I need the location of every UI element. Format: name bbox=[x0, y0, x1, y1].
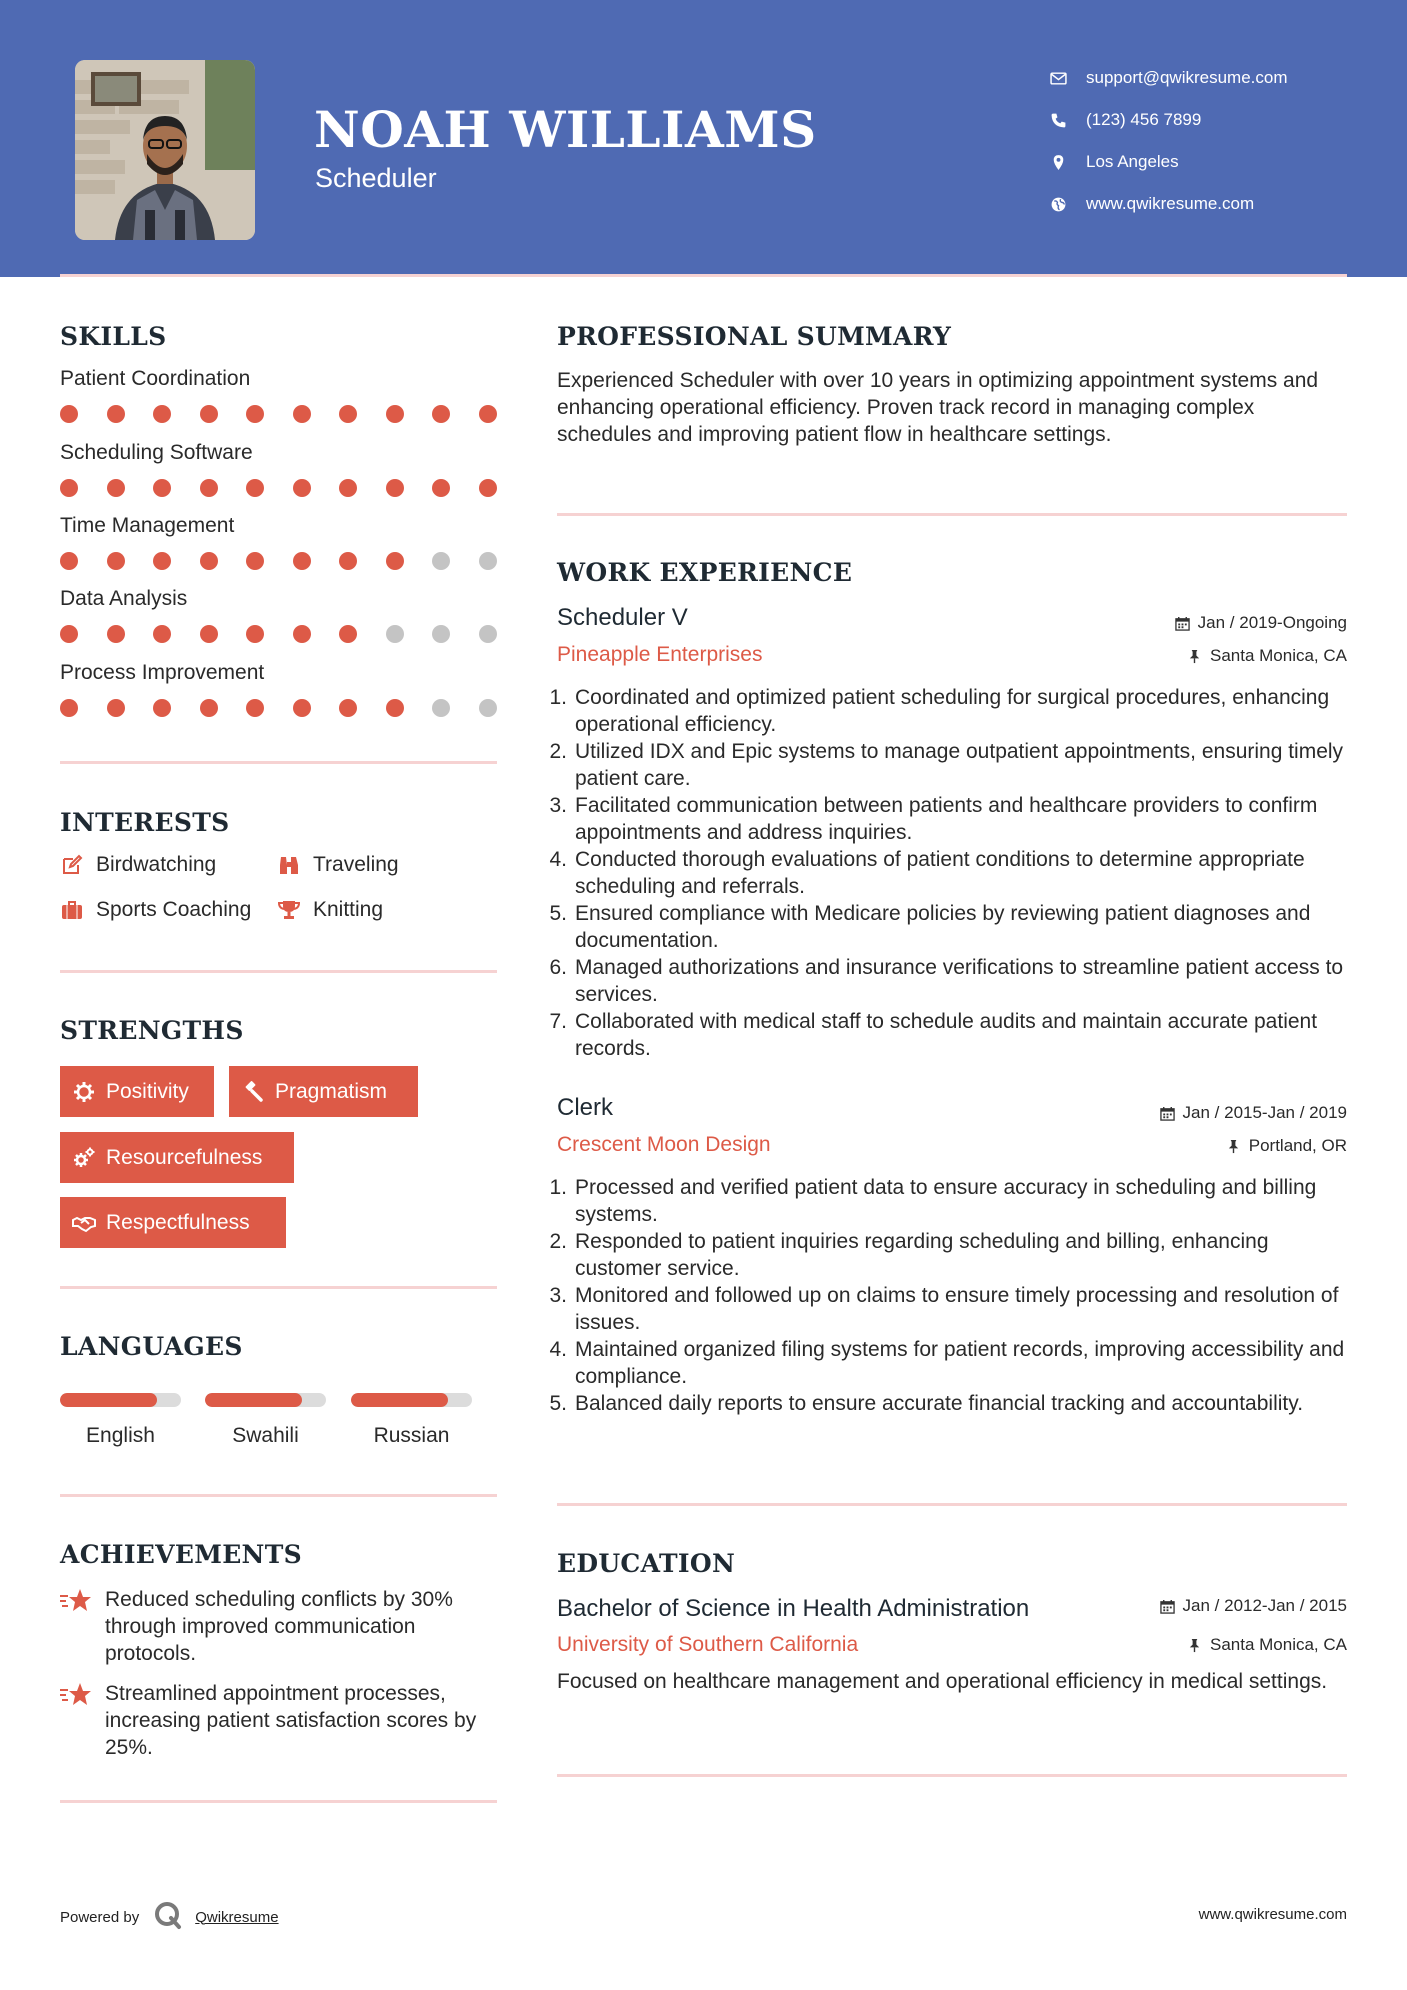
section-divider bbox=[60, 1800, 497, 1803]
gears-icon bbox=[72, 1146, 96, 1170]
skill-rating bbox=[60, 552, 500, 570]
achievement-item bbox=[60, 1586, 500, 1667]
job-duty-item bbox=[549, 1008, 1357, 1062]
star-icon bbox=[60, 1680, 105, 1761]
duty-text: Coordinated and optimized patient scheduling for surgical procedures, enhancing operational efficiency. bbox=[575, 686, 1330, 736]
duty-text: Utilized IDX and Epic systems to manage outpatient appointments, ensuring timely patient care. bbox=[575, 740, 1344, 790]
skill-dot bbox=[60, 479, 78, 497]
interest-item bbox=[60, 853, 216, 877]
duty-text: Processed and verified patient data to ensure accuracy in scheduling and billing systems. bbox=[575, 1176, 1317, 1226]
language-level-fill bbox=[351, 1393, 448, 1407]
duty-number: 2. bbox=[549, 1230, 567, 1253]
globe-icon bbox=[1050, 196, 1086, 213]
calendar-icon bbox=[1175, 616, 1190, 631]
duty-number: 5. bbox=[549, 902, 567, 925]
trophy-icon bbox=[277, 898, 313, 922]
contact-location-text: Los Angeles bbox=[1086, 152, 1179, 171]
profile-photo-image bbox=[75, 60, 255, 240]
duty-text: Collaborated with medical staff to schedule audits and maintain accurate patient records. bbox=[575, 1010, 1318, 1060]
duty-number: 1. bbox=[549, 1176, 567, 1199]
achievement-text: Streamlined appointment processes, increasing patient satisfaction scores by 25%. bbox=[105, 1682, 477, 1759]
education-dates bbox=[1160, 1596, 1347, 1616]
skill-dot bbox=[432, 552, 450, 570]
job-location bbox=[1226, 1136, 1347, 1156]
skill-dot bbox=[293, 552, 311, 570]
skill-dot bbox=[107, 625, 125, 643]
language-name: Swahili bbox=[232, 1424, 299, 1447]
skills-title: SKILLS bbox=[60, 322, 167, 351]
resume-header bbox=[0, 0, 1407, 277]
strength-label: Respectfulness bbox=[106, 1210, 250, 1234]
section-divider bbox=[557, 1774, 1347, 1777]
skill-label: Patient Coordination bbox=[60, 367, 251, 390]
job-dates-text: Jan / 2019-Ongoing bbox=[1197, 613, 1347, 632]
achievement-text: Reduced scheduling conflicts by 30% through improved communication protocols. bbox=[105, 1588, 453, 1665]
skill-dot bbox=[200, 625, 218, 643]
pushpin-icon bbox=[1187, 1638, 1202, 1653]
skill-dot bbox=[60, 625, 78, 643]
duty-text: Maintained organized filing systems for patient records, improving accessibility and compliance. bbox=[575, 1338, 1345, 1388]
skill-dot bbox=[246, 479, 264, 497]
edit-icon bbox=[60, 853, 96, 877]
profile-photo bbox=[75, 60, 255, 240]
skill-rating bbox=[60, 699, 500, 717]
map-pin-icon bbox=[1050, 154, 1086, 171]
contact-location bbox=[1050, 141, 1288, 183]
skill-dot bbox=[479, 552, 497, 570]
contact-website[interactable] bbox=[1050, 183, 1288, 225]
interest-label: Knitting bbox=[313, 898, 384, 921]
summary-text: Experienced Scheduler with over 10 years in optimizing appointment systems and enhancing operational efficiency. Proven track record in managing complex schedules and improving patient flow in healthcare settings. bbox=[557, 369, 1319, 446]
duty-text: Ensured compliance with Medicare policies by reviewing patient diagnoses and documentation. bbox=[575, 902, 1311, 952]
job-duty-item bbox=[549, 846, 1357, 900]
skill-dot bbox=[479, 625, 497, 643]
job-duty-item bbox=[549, 1282, 1357, 1336]
gear-icon bbox=[72, 1080, 96, 1104]
job-duty-item bbox=[549, 792, 1357, 846]
contact-list bbox=[1050, 57, 1288, 225]
star-icon bbox=[60, 1586, 105, 1667]
section-divider bbox=[60, 970, 497, 973]
header-divider bbox=[60, 274, 1347, 277]
calendar-icon bbox=[1160, 1106, 1175, 1121]
duty-number: 2. bbox=[549, 740, 567, 763]
briefcase-icon bbox=[60, 898, 96, 922]
duty-number: 3. bbox=[549, 1284, 567, 1307]
job-duty-item bbox=[549, 1228, 1357, 1282]
duty-number: 5. bbox=[549, 1392, 567, 1415]
achievements-title: ACHIEVEMENTS bbox=[60, 1540, 302, 1569]
skill-rating bbox=[60, 625, 500, 643]
strengths-title: STRENGTHS bbox=[60, 1016, 244, 1045]
duty-number: 4. bbox=[549, 848, 567, 871]
skill-label: Data Analysis bbox=[60, 587, 188, 610]
interests-title: INTERESTS bbox=[60, 808, 230, 837]
job-duty-item bbox=[549, 1336, 1357, 1390]
duty-number: 1. bbox=[549, 686, 567, 709]
strength-tag bbox=[60, 1132, 294, 1183]
skill-dot bbox=[246, 405, 264, 423]
strength-tag bbox=[60, 1066, 214, 1117]
interest-item bbox=[277, 853, 399, 877]
skill-dot bbox=[293, 405, 311, 423]
job-title: Scheduler V bbox=[557, 604, 688, 631]
duty-number: 7. bbox=[549, 1010, 567, 1033]
language-level-bar bbox=[205, 1393, 326, 1407]
skill-dot bbox=[293, 479, 311, 497]
job-duty-item bbox=[549, 684, 1357, 738]
job-dates bbox=[1175, 613, 1347, 633]
skill-dot bbox=[60, 699, 78, 717]
language-level-bar bbox=[60, 1393, 181, 1407]
job-duty-item bbox=[549, 1174, 1357, 1228]
candidate-role: Scheduler bbox=[315, 163, 437, 193]
skill-label: Process Improvement bbox=[60, 661, 265, 684]
strength-tag bbox=[229, 1066, 418, 1117]
achievement-item bbox=[60, 1680, 500, 1761]
skill-dot bbox=[293, 699, 311, 717]
duty-number: 6. bbox=[549, 956, 567, 979]
duty-text: Conducted thorough evaluations of patient conditions to determine appropriate scheduling and referrals. bbox=[575, 848, 1305, 898]
skill-dot bbox=[153, 552, 171, 570]
duty-text: Balanced daily reports to ensure accurate financial tracking and accountability. bbox=[575, 1392, 1304, 1415]
education-dates-text: Jan / 2012-Jan / 2015 bbox=[1182, 1596, 1347, 1615]
handshake-icon bbox=[72, 1211, 96, 1235]
skill-dot bbox=[293, 625, 311, 643]
skill-dot bbox=[432, 479, 450, 497]
duty-number: 4. bbox=[549, 1338, 567, 1361]
education-location bbox=[1187, 1635, 1347, 1655]
skill-dot bbox=[386, 479, 404, 497]
job-location bbox=[1187, 646, 1347, 666]
language-level-bar bbox=[351, 1393, 472, 1407]
interest-item bbox=[277, 898, 383, 922]
contact-email[interactable] bbox=[1050, 57, 1288, 99]
skill-dot bbox=[339, 479, 357, 497]
language-name: Russian bbox=[373, 1424, 450, 1447]
language-level-fill bbox=[60, 1393, 157, 1407]
qwikresume-logo-icon bbox=[153, 1900, 183, 1934]
strength-tag bbox=[60, 1197, 286, 1248]
gavel-icon bbox=[241, 1080, 265, 1104]
duty-number: 3. bbox=[549, 794, 567, 817]
skill-dot bbox=[386, 405, 404, 423]
education-description: Focused on healthcare management and operational efficiency in medical settings. bbox=[557, 1670, 1328, 1693]
job-duty-item bbox=[549, 900, 1357, 954]
contact-phone-text: (123) 456 7899 bbox=[1086, 110, 1202, 129]
skill-dot bbox=[386, 699, 404, 717]
contact-website-text: www.qwikresume.com bbox=[1086, 194, 1255, 213]
interest-label: Traveling bbox=[313, 853, 399, 876]
job-dates-text: Jan / 2015-Jan / 2019 bbox=[1182, 1103, 1347, 1122]
candidate-name: NOAH WILLIAMS bbox=[314, 100, 817, 159]
experience-title: WORK EXPERIENCE bbox=[557, 558, 853, 587]
strength-label: Resourcefulness bbox=[106, 1145, 263, 1169]
interest-label: Sports Coaching bbox=[96, 898, 252, 921]
contact-email-text: support@qwikresume.com bbox=[1086, 68, 1288, 87]
section-divider bbox=[557, 513, 1347, 516]
job-dates bbox=[1160, 1103, 1347, 1123]
skill-dot bbox=[153, 625, 171, 643]
interest-label: Birdwatching bbox=[96, 853, 217, 876]
skill-dot bbox=[339, 699, 357, 717]
skill-dot bbox=[246, 699, 264, 717]
skill-dot bbox=[432, 699, 450, 717]
job-location-text: Portland, OR bbox=[1248, 1136, 1347, 1155]
job-duties bbox=[549, 684, 1357, 1062]
job-title: Clerk bbox=[557, 1094, 614, 1121]
skill-dot bbox=[60, 405, 78, 423]
duty-text: Facilitated communication between patients and healthcare providers to confirm appointments and address inquiries. bbox=[575, 794, 1318, 844]
skill-dot bbox=[339, 405, 357, 423]
section-divider bbox=[557, 1503, 1347, 1506]
school-name: University of Southern California bbox=[557, 1633, 859, 1656]
phone-icon bbox=[1050, 112, 1086, 129]
job-duty-item bbox=[549, 954, 1357, 1008]
footer-powered-by bbox=[60, 1900, 279, 1934]
skill-dot bbox=[200, 552, 218, 570]
contact-phone[interactable] bbox=[1050, 99, 1288, 141]
skill-dot bbox=[107, 552, 125, 570]
pushpin-icon bbox=[1187, 649, 1202, 664]
duty-text: Managed authorizations and insurance verifications to streamline patient access to services. bbox=[575, 956, 1344, 1006]
language-level-fill bbox=[205, 1393, 302, 1407]
job-duty-item bbox=[549, 1390, 1357, 1417]
duty-text: Monitored and followed up on claims to ensure timely processing and resolution of issues. bbox=[575, 1284, 1339, 1334]
job-duty-item bbox=[549, 738, 1357, 792]
pushpin-icon bbox=[1226, 1139, 1241, 1154]
skill-dot bbox=[60, 552, 78, 570]
skill-dot bbox=[200, 479, 218, 497]
strength-label: Pragmatism bbox=[275, 1079, 388, 1103]
skill-dot bbox=[479, 479, 497, 497]
section-divider bbox=[60, 1494, 497, 1497]
job-location-text: Santa Monica, CA bbox=[1209, 646, 1347, 665]
skill-dot bbox=[153, 405, 171, 423]
skill-dot bbox=[386, 625, 404, 643]
footer-website[interactable]: www.qwikresume.com bbox=[1198, 1906, 1347, 1923]
skill-dot bbox=[432, 405, 450, 423]
skill-dot bbox=[107, 479, 125, 497]
duty-text: Responded to patient inquiries regarding scheduling and billing, enhancing customer service. bbox=[575, 1230, 1269, 1280]
calendar-icon bbox=[1160, 1599, 1175, 1614]
skill-rating bbox=[60, 479, 500, 497]
skill-dot bbox=[153, 479, 171, 497]
envelope-icon bbox=[1050, 70, 1086, 87]
skill-dot bbox=[246, 552, 264, 570]
company-name: Pineapple Enterprises bbox=[557, 643, 763, 666]
skill-dot bbox=[200, 699, 218, 717]
section-divider bbox=[60, 1286, 497, 1289]
skill-dot bbox=[386, 552, 404, 570]
degree-title: Bachelor of Science in Health Administration bbox=[557, 1595, 1030, 1622]
skill-dot bbox=[479, 699, 497, 717]
skill-dot bbox=[153, 699, 171, 717]
skill-dot bbox=[339, 625, 357, 643]
skill-dot bbox=[107, 405, 125, 423]
skill-rating bbox=[60, 405, 500, 423]
skill-dot bbox=[432, 625, 450, 643]
skill-dot bbox=[200, 405, 218, 423]
strength-label: Positivity bbox=[106, 1079, 189, 1103]
company-name: Crescent Moon Design bbox=[557, 1133, 771, 1156]
skill-dot bbox=[479, 405, 497, 423]
powered-by-text: Powered by bbox=[60, 1908, 140, 1926]
summary-title: PROFESSIONAL SUMMARY bbox=[557, 322, 952, 351]
qwikresume-link[interactable]: Qwikresume bbox=[195, 1908, 279, 1926]
skill-label: Time Management bbox=[60, 514, 235, 537]
job-duties bbox=[549, 1174, 1357, 1417]
education-location-text: Santa Monica, CA bbox=[1209, 1635, 1347, 1654]
languages-title: LANGUAGES bbox=[60, 1332, 243, 1361]
skill-dot bbox=[107, 699, 125, 717]
education-title: EDUCATION bbox=[557, 1549, 736, 1578]
binoculars-icon bbox=[277, 853, 313, 877]
interest-item bbox=[60, 898, 251, 922]
skill-dot bbox=[246, 625, 264, 643]
language-name: English bbox=[86, 1424, 155, 1447]
skill-label: Scheduling Software bbox=[60, 441, 253, 464]
skill-dot bbox=[339, 552, 357, 570]
section-divider bbox=[60, 761, 497, 764]
